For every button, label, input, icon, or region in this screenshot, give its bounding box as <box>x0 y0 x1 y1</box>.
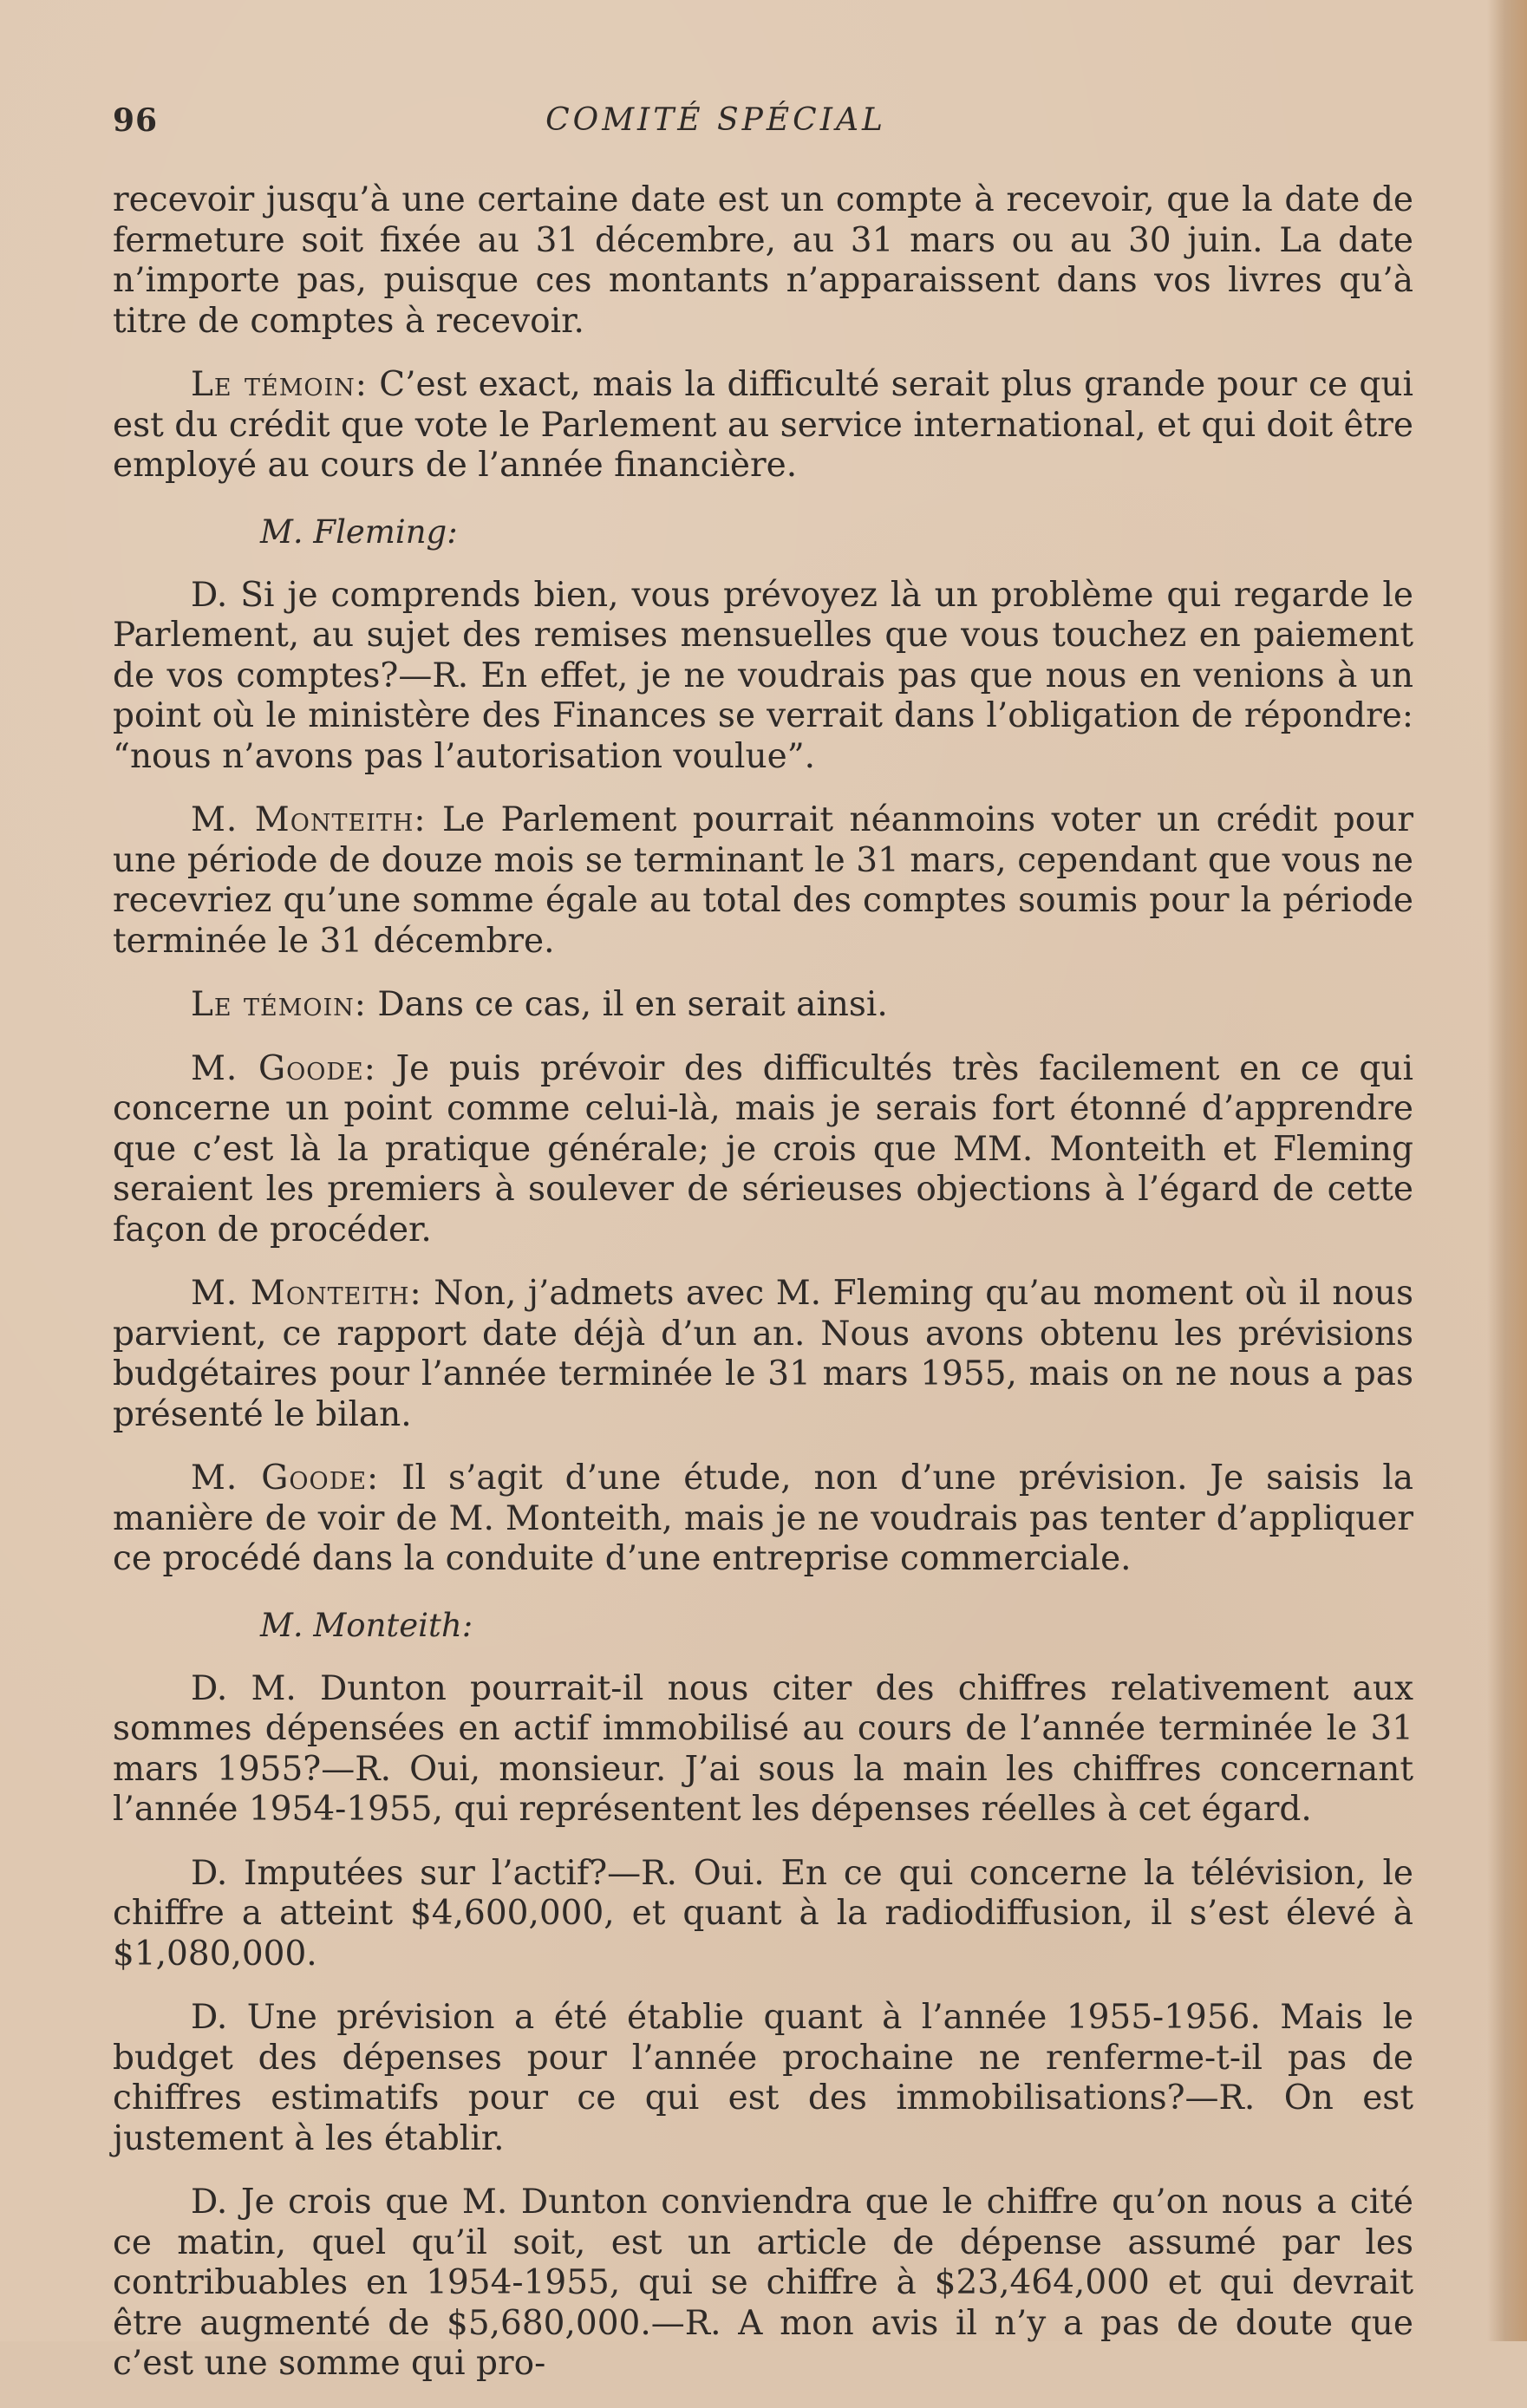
paragraph-text: Non, j’admets avec M. Fleming qu’au moment où il nous parvient, ce rapport date déjà d’un an. Nous avons obtenu les prévisions budgétaires pour l’année terminée le 31 mars 1955, mais on ne nous a pas présenté le bilan. <box>113 1274 1414 1434</box>
document-body <box>113 180 1413 2408</box>
paragraph-witness-2 <box>113 985 1413 1026</box>
speaker-heading-monteith: M. Monteith: <box>260 1606 473 1644</box>
speaker-name: M. Monteith: <box>191 800 427 839</box>
paragraph-question-2: D. M. Dunton pourrait-il nous citer des chiffres relativement aux sommes dépensées en actif immobilisé au cours de l’année terminée le 31 mars 1955?—R. Oui, monsieur. J’ai sous la main les chiffres concernant l’année 1954-1955, qui représentent les dépenses réelles à cet égard. <box>113 1668 1413 1829</box>
paragraph-text: Dans ce cas, il en serait ainsi. <box>366 985 888 1024</box>
paragraph-goode-1 <box>113 1049 1413 1251</box>
paragraph-question-5: D. Je crois que M. Dunton conviendra que le chiffre qu’on nous a cité ce matin, quel qu’il soit, est un article de dépense assumé par les contribuables en 1954-1955, qui se chiffre à $23,464,000 et qui devrait être augmenté de $5,680,000.—R. A mon avis il n’y a pas de doute que c’est une somme qui pro- <box>113 2183 1413 2383</box>
page-header <box>0 102 1527 154</box>
speaker-name: M. Monteith: <box>191 1274 422 1313</box>
speaker-name: M. Goode: <box>191 1459 380 1498</box>
paragraph-text: Le Parlement pourrait néanmoins voter un crédit pour une période de douze mois se terminant le 31 mars, cependant que vous ne recevriez qu’une somme égale au total des comptes soumis pour la période terminée le 31 décembre. <box>113 800 1413 961</box>
speaker-name: Le témoin: <box>191 985 367 1024</box>
speaker-name: M. Goode: <box>191 1048 376 1088</box>
paragraph-text: Il s’agit d’une étude, non d’une prévision. Je saisis la manière de voir de M. Monteith, mais je ne voudrais pas tenter d’appliquer ce procédé dans la conduite d’une entreprise commerciale. <box>113 1459 1413 1578</box>
speaker-name: Le témoin: <box>191 365 368 404</box>
paragraph-question-4: D. Une prévision a été établie quant à l’année 1955-1956. Mais le budget des dépenses pour l’année prochaine ne renferme-t-il pas de chiffres estimatifs pour ce qui est des immobilisations?—R. On est justement à les établir. <box>113 1998 1413 2158</box>
page-spine-shadow <box>1487 0 1527 2341</box>
paragraph-text: C’est exact, mais la difficulté serait plus grande pour ce qui est du crédit que vote le Parlement au service international, et qui doit être employé au cours de l’année financière. <box>113 365 1413 485</box>
paragraph-text: Je puis prévoir des difficultés très facilement en ce qui concerne un point comme celui-là, mais je serais fort étonné d’apprendre que c’est là la pratique générale; je crois que MM. Monteith et Fleming seraient les premiers à soulever de sérieuses objections à l’égard de cette façon de procéder. <box>113 1048 1413 1250</box>
paragraph-monteith-2 <box>113 1274 1413 1435</box>
paragraph-goode-2 <box>113 1459 1413 1580</box>
page-number: 96 <box>113 102 159 139</box>
paragraph-monteith-1 <box>113 800 1413 962</box>
running-title: COMITÉ SPÉCIAL <box>545 102 886 138</box>
paragraph-question-3: D. Imputées sur l’actif?—R. Oui. En ce qui concerne la télévision, le chiffre a atteint $4,600,000, et quant à la radiodiffusion, il s’est élevé à $1,080,000. <box>113 1853 1413 1974</box>
speaker-heading-fleming: M. Fleming: <box>260 512 458 551</box>
paragraph-continuation: recevoir jusqu’à une certaine date est un compte à recevoir, que la date de fermeture soit fixée au 31 décembre, au 31 mars ou au 30 juin. La date n’importe pas, puisque ces montants n’apparaissent dans vos livres qu’à titre de comptes à recevoir. <box>113 180 1413 341</box>
paragraph-question-1: D. Si je comprends bien, vous prévoyez là un problème qui regarde le Parlement, au sujet des remises mensuelles que vous touchez en paiement de vos comptes?—R. En effet, je ne voudrais pas que nous en venions à un point où le ministère des Finances se verrait dans l’obligation de répondre: “nous n’avons pas l’autorisation voulue”. <box>113 575 1413 776</box>
paragraph-witness-1 <box>113 365 1413 486</box>
